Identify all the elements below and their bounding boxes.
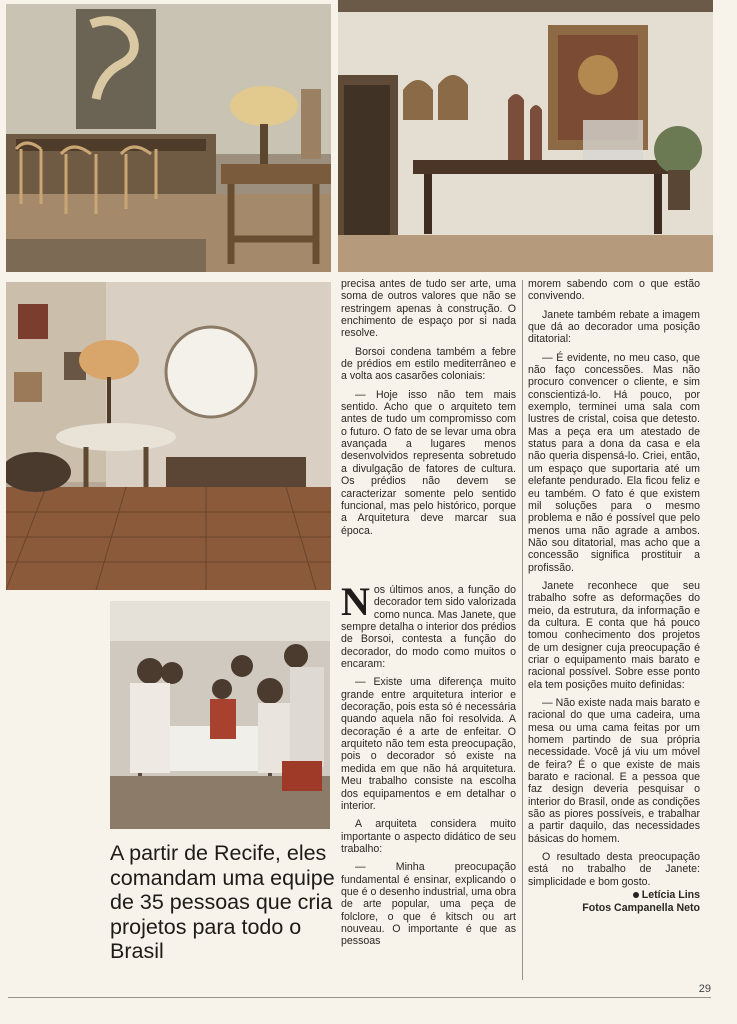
col3-paragraph: morem sabendo com o que estão convivendo. [528, 278, 700, 303]
article-column-1 [341, 278, 516, 543]
drop-cap: N [341, 579, 370, 624]
photo-hall-religious-art [338, 0, 713, 272]
col3-paragraph: Janete reconhece que seu trabalho sofre as deformações do meio, da estrutura, da informação e da cultura. E conta que há pouco tomou conhecimento dos projetos de um designer cuja preocupação é criar o equipamento mais barato e racional possível. Sobre esse ponto ela tem posições muito definidas: [528, 579, 700, 691]
col1-paragraph: Borsoi condena também a febre de prédios em estilo mediterrâneo e a volta aos casarões coloniais: [341, 345, 516, 383]
col3-paragraph: — Não existe nada mais barato e racional do que uma cadeira, uma mesa ou uma cama feitas por um homem partindo de sua própria necessidade. Você já viu um móvel de feira? É o que existe de mais barato e racional. E a pessoa que faz design deveria pesquisar o interior do Brasil, onde as condições são as piores possíveis, e trabalhar a partir daquilo, das necessidades básicas do homem. [528, 697, 700, 845]
col2-lead-paragraph [341, 579, 516, 671]
col2-paragraph: — Minha preocupação fundamental é ensinar, explicando o que é o desenho industrial, uma obra de arte popular, uma peça de folclore, o que é kitsch ou art nouveau. O importante é que as pessoas [341, 861, 516, 948]
byline-author: Letícia Lins [528, 889, 700, 901]
col2-paragraph: A arquiteta considera muito importante o aspecto didático de seu trabalho: [341, 818, 516, 855]
byline-photos: Fotos Campanella Neto [582, 901, 700, 914]
col3-paragraph: — É evidente, no meu caso, que não faço concessões. Mas não procuro convencer o cliente, e sim conscientizá-lo. Há pouco, por exemplo, terminei uma sala com lustres de cristal, coisa que detesto. Mas a peça era um atestado de status para a dona da casa e ela não queria dispensá-lo. Criei, então, um espaço que suportaria até um elefante pendurado. Ela ficou feliz e eu também. O fato é que existem mil soluções para o mesmo problema e não é possível que pelo menos uma não agrade a ambos. Não sou ditatorial, mas acho que a concessão significa prostituir a profissão. [528, 351, 700, 574]
col2-paragraph: — Existe uma diferença muito grande entre arquitetura interior e decoração, pois esta só é necessária quando aquela não foi resolvida. A decoração é a arte de enfeitar. O arquiteto não tem esta preocupação, pois o decorador só existe na medida em que não há arquitetura. Meu trabalho consiste na escolha dos equipamentos e em detalhar o interior. [341, 676, 516, 812]
col2-lead-text: os últimos anos, a função do decorador tem sido valorizada como nunca. Mas Janete, que sempre detalha o interior dos prédios de Borsoi, contesta a função do decorador, do modo como muitos o encaram: [341, 584, 516, 671]
article-column-3 [528, 278, 700, 914]
col3-paragraph: O resultado desta preocupação está no trabalho de Janete: simplicidade e bom gosto. [528, 851, 700, 888]
article-headline: A partir de Recife, eles comandam uma equipe de 35 pessoas que cria projetos para todo o Brasil [110, 841, 335, 963]
bottom-rule [8, 997, 711, 998]
end-mark-icon [633, 892, 639, 898]
article-column-2 [341, 579, 516, 954]
col3-paragraph: Janete também rebate a imagem que dá ao decorador uma posição ditatorial: [528, 308, 700, 346]
photo-dining-room [6, 4, 331, 272]
photo-round-window-room [6, 282, 331, 590]
col1-paragraph: — Hoje isso não tem mais sentido. Acho que o arquiteto tem antes de tudo um compromisso com o futuro. O fato de se levar uma obra avançada a lugares menos desenvolvidos representa sobretudo a divulgação de fatores de cultura. Os prédios não devem se caracterizar somente pelo sentido funcional, mas pelo histórico, porque a Arquitetura deve marcar sua época. [341, 388, 516, 537]
page-number: 29 [698, 983, 711, 995]
column-divider [522, 280, 523, 980]
col1-paragraph: precisa antes de tudo ser arte, uma soma de outros valores que não se restringem apenas à construção. O enchimento de espaço por si nada resolve. [341, 278, 516, 340]
photo-team-at-table [110, 601, 330, 829]
